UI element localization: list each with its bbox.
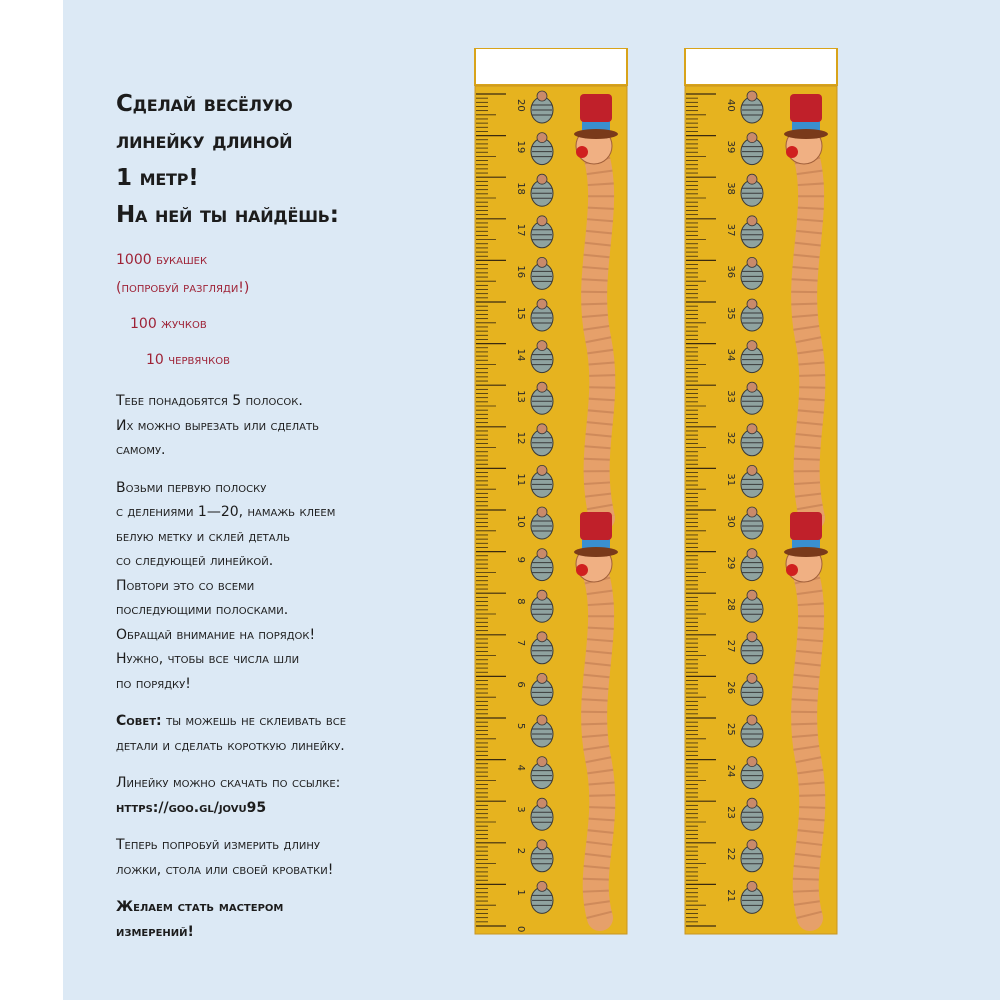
ruler-strip-1 <box>474 48 629 935</box>
ruler-number: 21 <box>725 889 736 903</box>
ruler-number: 31 <box>725 473 736 487</box>
ruler-number: 37 <box>725 223 736 237</box>
ruler-number: 33 <box>725 390 736 403</box>
ruler-number: 30 <box>725 515 736 528</box>
ruler-number: 40 <box>725 99 736 112</box>
ruler-number: 2 <box>515 847 526 855</box>
paragraph-strips <box>116 389 446 463</box>
ruler-number: 6 <box>515 681 526 688</box>
measure-paragraph <box>116 833 446 882</box>
worm-body <box>804 148 812 518</box>
ruler-number: 35 <box>725 307 736 320</box>
clown-nose <box>786 146 798 158</box>
tip-text: ты можешь не склеивать все <box>161 713 347 729</box>
ruler-numbers <box>515 99 526 932</box>
ruler-number: 10 <box>515 515 526 528</box>
paragraph-instructions <box>116 476 446 697</box>
ruler-number: 29 <box>725 556 736 570</box>
ruler-number: 8 <box>515 598 526 605</box>
text-line: белую метку и склей деталь <box>116 528 290 545</box>
ruler-number: 39 <box>725 140 736 154</box>
title-line: линейку длиной <box>116 128 293 154</box>
clown-nose <box>576 564 588 576</box>
count-bugs: 1000 букашек <box>116 252 208 268</box>
text-line: измерений! <box>116 923 194 940</box>
download-link[interactable]: https://goo.gl/jovu95 <box>116 799 267 816</box>
ruler-number: 32 <box>725 431 736 445</box>
glue-tab <box>475 48 627 85</box>
ruler-number: 24 <box>725 764 736 778</box>
title-line: Сделай весёлую <box>116 91 293 117</box>
ruler-number: 12 <box>515 431 526 445</box>
tip-label: Совет: <box>116 713 162 729</box>
text-line: Повтори это со всеми <box>116 577 255 594</box>
text-line: со следующей линейкой. <box>116 553 274 569</box>
ruler-number: 36 <box>725 265 736 279</box>
counts-list <box>116 246 446 374</box>
tip-paragraph <box>116 709 446 758</box>
text-line: по порядку! <box>116 675 191 692</box>
text-line: Обращай внимание на порядок! <box>116 626 316 643</box>
ruler-ticks <box>476 94 506 926</box>
ruler-number: 1 <box>515 889 526 896</box>
ruler-number: 7 <box>515 639 526 647</box>
count-worms: 10 червячков <box>146 352 230 368</box>
glue-tab <box>685 48 837 85</box>
ruler-number: 25 <box>725 723 736 736</box>
hat-icon <box>790 512 822 540</box>
download-text: Линейку можно скачать по ссылке: <box>116 775 341 791</box>
ruler-number: 5 <box>515 723 526 730</box>
ruler-number: 15 <box>515 307 526 320</box>
worm-body <box>804 568 812 918</box>
ruler-number: 22 <box>725 847 736 861</box>
ruler-2-graphic <box>684 48 839 935</box>
ruler-1-graphic <box>474 48 629 935</box>
closing-paragraph <box>116 895 446 944</box>
ruler-number: 9 <box>515 556 526 563</box>
ruler-number: 27 <box>725 639 736 653</box>
ruler-number: 4 <box>515 764 526 771</box>
ruler-number: 19 <box>515 140 526 154</box>
ruler-number: 23 <box>725 806 736 819</box>
tip-text-line2: детали и сделать короткую линейку. <box>116 737 345 754</box>
clown-nose <box>576 146 588 158</box>
ruler-ticks <box>686 94 716 926</box>
text-line: Нужно, чтобы все числа шли <box>116 651 300 667</box>
ruler-number: 14 <box>515 348 526 362</box>
count-bugs-note: (попробуй разгляди!) <box>116 280 250 296</box>
text-line: ложки, стола или своей кроватки! <box>116 861 334 878</box>
hat-icon <box>790 94 822 122</box>
text-line: Их можно вырезать или сделать <box>116 417 319 434</box>
ruler-strip-2 <box>684 48 839 935</box>
count-beetles: 100 жучков <box>130 316 207 332</box>
hat-icon <box>580 94 612 122</box>
ruler-number: 17 <box>515 223 526 237</box>
download-paragraph <box>116 771 446 820</box>
ruler-number: 3 <box>515 806 526 813</box>
clown-nose <box>786 564 798 576</box>
hat-icon <box>580 512 612 540</box>
ruler-number: 20 <box>515 99 526 112</box>
worm-body <box>594 148 602 518</box>
ruler-number: 13 <box>515 390 526 403</box>
ruler-number: 34 <box>725 348 736 362</box>
ruler-number: 18 <box>515 182 526 195</box>
text-line: Тебе понадобятся 5 полосок. <box>116 393 303 409</box>
ruler-number: 16 <box>515 265 526 279</box>
page-title <box>116 86 446 234</box>
text-line: Желаем стать мастером <box>116 899 284 915</box>
ruler-number: 28 <box>725 598 736 611</box>
text-line: с делениями 1—20, намажь клеем <box>116 504 336 520</box>
text-line: Возьми первую полоску <box>116 479 267 496</box>
title-line: На ней ты найдёшь: <box>116 202 339 228</box>
text-line: последующими полосками. <box>116 602 289 618</box>
title-line: 1 метр! <box>116 165 199 191</box>
ruler-number: 26 <box>725 681 736 695</box>
ruler-number: 38 <box>725 182 736 195</box>
text-line: Теперь попробуй измерить длину <box>116 837 320 853</box>
instructions-column <box>116 86 446 944</box>
text-line: самому. <box>116 442 166 458</box>
ruler-number: 0 <box>515 926 526 933</box>
worm-body <box>594 568 602 918</box>
ruler-number: 11 <box>515 473 526 487</box>
